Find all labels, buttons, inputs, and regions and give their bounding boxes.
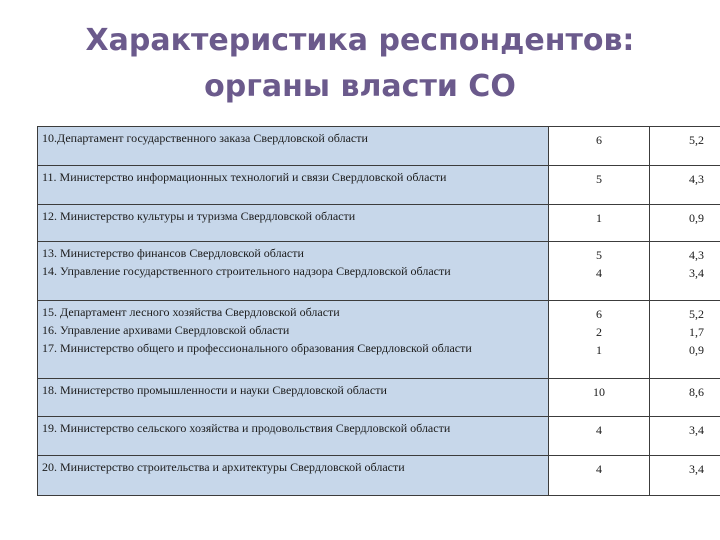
respondent-percent: 5,2: [689, 133, 704, 147]
table-row: [38, 127, 720, 166]
organization-cell: [38, 205, 549, 242]
respondent-count: 4: [596, 423, 602, 437]
percent-cell: [650, 417, 720, 456]
organization-cell: [38, 379, 549, 417]
respondent-percent: 4,3: [689, 248, 704, 262]
organization-name: 17. Министерство общего и профессионального образования Свердловской области: [42, 341, 472, 355]
organization-name: 12. Министерство культуры и туризма Свердловской области: [42, 209, 356, 223]
organization-name: 11. Министерство информационных технологий и связи Свердловской области: [42, 170, 447, 184]
respondent-percent: 0,9: [689, 343, 704, 357]
percent-cell: [650, 379, 720, 417]
organization-cell: [38, 301, 549, 379]
table-row: [38, 166, 720, 205]
respondent-count: 1: [596, 211, 602, 225]
page-title: [0, 18, 720, 110]
respondent-percent: 1,7: [689, 325, 704, 339]
percent-cell: [650, 205, 720, 242]
organization-name: 14. Управление государственного строительного надзора Свердловской области: [42, 264, 451, 278]
organization-cell: [38, 417, 549, 456]
organization-cell: [38, 456, 549, 496]
respondent-count: 6: [596, 133, 602, 147]
respondent-count: 10: [593, 385, 605, 399]
organization-name: 18. Министерство промышленности и науки Свердловской области: [42, 383, 387, 397]
percent-cell: [650, 456, 720, 496]
organization-cell: [38, 242, 549, 301]
percent-cell: [650, 242, 720, 301]
organization-name: 19. Министерство сельского хозяйства и продовольствия Свердловской области: [42, 421, 451, 435]
count-cell: [549, 242, 650, 301]
count-cell: [549, 456, 650, 496]
respondent-percent: 3,4: [689, 462, 704, 476]
respondent-count: 5: [596, 248, 602, 262]
organization-name: 16. Управление архивами Свердловской области: [42, 323, 290, 337]
percent-cell: [650, 301, 720, 379]
count-cell: [549, 417, 650, 456]
respondent-count: 2: [596, 325, 602, 339]
count-cell: [549, 301, 650, 379]
organization-name: 15. Департамент лесного хозяйства Свердловской области: [42, 305, 340, 319]
respondent-percent: 3,4: [689, 423, 704, 437]
organization-cell: [38, 166, 549, 205]
count-cell: [549, 205, 650, 242]
percent-cell: [650, 166, 720, 205]
title-line-1: Характеристика респондентов:: [85, 23, 635, 58]
table-row: [38, 456, 720, 496]
respondent-percent: 5,2: [689, 307, 704, 321]
respondent-count: 4: [596, 462, 602, 476]
organization-name: 10.Департамент государственного заказа Свердловской области: [42, 131, 368, 145]
respondent-count: 6: [596, 307, 602, 321]
respondent-percent: 8,6: [689, 385, 704, 399]
count-cell: [549, 166, 650, 205]
table-row: [38, 242, 720, 301]
respondent-percent: 3,4: [689, 266, 704, 280]
organization-cell: [38, 127, 549, 166]
respondent-percent: 0,9: [689, 211, 704, 225]
table-row: [38, 205, 720, 242]
respondent-count: 5: [596, 172, 602, 186]
organization-name: 13. Министерство финансов Свердловской области: [42, 246, 304, 260]
table-row: [38, 379, 720, 417]
title-line-2: органы власти СО: [204, 69, 516, 104]
respondents-table: [37, 126, 720, 496]
respondent-count: 1: [596, 343, 602, 357]
table-row: [38, 301, 720, 379]
respondent-count: 4: [596, 266, 602, 280]
table-row: [38, 417, 720, 456]
count-cell: [549, 379, 650, 417]
organization-name: 20. Министерство строительства и архитектуры Свердловской области: [42, 460, 405, 474]
count-cell: [549, 127, 650, 166]
percent-cell: [650, 127, 720, 166]
respondent-percent: 4,3: [689, 172, 704, 186]
